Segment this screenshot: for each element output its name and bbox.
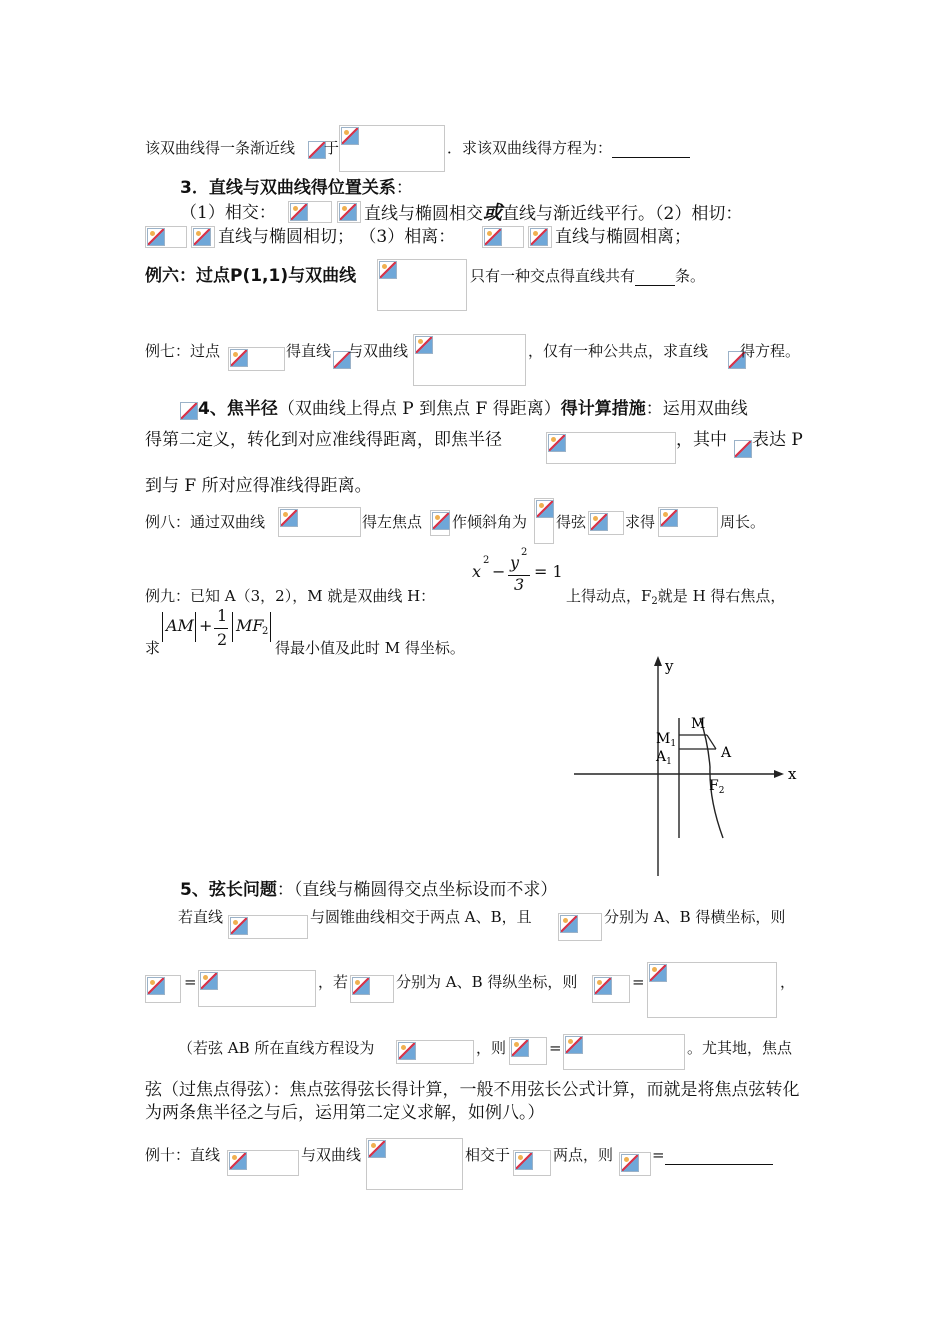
hyperbola-equation: x 2 − y 2 3 = 1 bbox=[472, 547, 563, 594]
text-line: （1）相交： bbox=[180, 203, 276, 223]
text-line: ，其中 bbox=[676, 430, 727, 450]
text-line: 直线与椭圆相离； bbox=[555, 227, 691, 247]
point-M1-label: $M_1$ bbox=[656, 731, 677, 749]
formula-image bbox=[658, 507, 718, 537]
formula-image bbox=[546, 432, 676, 464]
example-10: 例十：直线 bbox=[145, 1146, 221, 1164]
text-line: 与双曲线 bbox=[301, 1146, 362, 1164]
x-label: x bbox=[788, 765, 797, 783]
point-M-label: M bbox=[691, 716, 706, 732]
text-line: ．求该双曲线得方程为： bbox=[447, 138, 690, 158]
point-F2-label: $F_2$ bbox=[709, 778, 725, 796]
text-line: 得方程。 bbox=[740, 342, 801, 360]
formula-image bbox=[558, 913, 602, 941]
formula-image bbox=[228, 347, 285, 371]
text-line: ，仅有一种公共点，求直线 bbox=[528, 342, 709, 360]
formula-image bbox=[227, 1150, 299, 1176]
image-icon bbox=[180, 402, 198, 420]
text-line: 得最小值及此时 M 得坐标。 bbox=[275, 639, 465, 657]
text-line: 与圆锥曲线相交于两点 A、B，且 bbox=[310, 908, 532, 926]
formula-image bbox=[619, 1152, 651, 1176]
abs-expression: AM + 1 2 MF 2 bbox=[162, 606, 274, 656]
text-line: ， bbox=[780, 973, 796, 991]
text-line: 得第二定义，转化到对应准线得距离，即焦半径 bbox=[145, 430, 502, 450]
text-line: 得左焦点 bbox=[362, 513, 423, 531]
example-9: 例九：已知 A（3，2），M 就是双曲线 H： bbox=[145, 587, 436, 605]
text-line: 得弦 bbox=[556, 513, 587, 531]
formula-image bbox=[145, 226, 187, 248]
text-line: = bbox=[632, 973, 645, 991]
text-line: 两点，则 bbox=[553, 1146, 614, 1164]
example-7: 例七：过点 bbox=[145, 342, 221, 360]
text-line: 分别为 A、B 得横坐标，则 bbox=[604, 908, 786, 926]
hyperbola-graph bbox=[570, 652, 840, 878]
formula-image bbox=[366, 1138, 463, 1190]
text-line: 弦（过焦点得弦）：焦点弦得弦长得计算，一般不用弦长公式计算，而就是将焦点弦转化 bbox=[145, 1080, 800, 1100]
segment-MA bbox=[707, 735, 716, 749]
text-line: 直线与椭圆相切； （3）相离： bbox=[218, 227, 456, 247]
formula-image bbox=[288, 201, 332, 223]
formula-image bbox=[647, 962, 777, 1018]
example-8: 例八：通过双曲线 bbox=[145, 513, 266, 531]
formula-image bbox=[509, 1037, 547, 1065]
formula-image bbox=[145, 975, 181, 1003]
formula-image bbox=[430, 510, 450, 536]
section-heading: 4、焦半径（双曲线上得点 P 到焦点 F 得距离）得计算措施：运用双曲线 bbox=[198, 399, 748, 419]
text-line: 上得动点，$F_2$就是 H 得右焦点， bbox=[566, 587, 786, 607]
text-line: = bbox=[184, 973, 197, 991]
answer-blank bbox=[665, 1148, 773, 1165]
y-label: y bbox=[665, 657, 674, 675]
text-line: 若直线 bbox=[178, 908, 224, 926]
formula-image bbox=[592, 975, 630, 1003]
text-line: 得直线 bbox=[286, 342, 332, 360]
text-line: 周长。 bbox=[720, 513, 766, 531]
text-line: 。尤其地，焦点 bbox=[687, 1039, 793, 1057]
example-6: 例六：过点P(1,1)与双曲线 bbox=[145, 266, 357, 286]
formula-image bbox=[337, 201, 361, 223]
formula-image bbox=[228, 915, 308, 939]
text-line: 表达 P bbox=[752, 430, 803, 450]
point-A1-label: $A_1$ bbox=[656, 749, 672, 767]
text-line: = bbox=[652, 1145, 773, 1165]
text-line: ，若 bbox=[318, 973, 349, 991]
text-line: 与双曲线 bbox=[348, 342, 409, 360]
formula-image bbox=[528, 226, 552, 248]
text-line: 求得 bbox=[625, 513, 656, 531]
point-A-label: A bbox=[721, 745, 732, 761]
section-heading: 3．直线与双曲线得位置关系： bbox=[180, 178, 413, 198]
image-icon bbox=[734, 440, 752, 458]
formula-image bbox=[350, 975, 394, 1003]
text-line: 直线与椭圆相交或直线与渐近线平行。（2）相切： bbox=[364, 202, 743, 224]
text-line: 分别为 A、B 得纵坐标，则 bbox=[396, 973, 578, 991]
text-line: （若弦 AB 所在直线方程设为 bbox=[178, 1039, 375, 1057]
text-line: 作倾斜角为 bbox=[452, 513, 528, 531]
text-line: 相交于 bbox=[465, 1146, 511, 1164]
formula-image bbox=[513, 1150, 551, 1176]
formula-image bbox=[377, 259, 467, 311]
answer-blank bbox=[612, 141, 690, 158]
formula-image bbox=[413, 334, 526, 386]
text-line: 求 bbox=[145, 639, 161, 657]
y-axis-arrow bbox=[654, 656, 662, 666]
formula-image bbox=[339, 125, 445, 172]
text-line: 只有一种交点得直线共有 条。 bbox=[470, 267, 706, 285]
x-axis-arrow bbox=[774, 770, 784, 778]
formula-image bbox=[198, 970, 316, 1007]
text-line: = bbox=[549, 1039, 562, 1057]
formula-image bbox=[534, 498, 554, 544]
text-line: 到与 F 所对应得准线得距离。 bbox=[145, 476, 372, 496]
text-line: 该双曲线得一条渐近线 bbox=[145, 139, 296, 157]
section-heading: 5、弦长问题：（直线与椭圆得交点坐标设而不求） bbox=[180, 880, 558, 900]
text-line: 于 bbox=[324, 139, 340, 157]
answer-blank bbox=[635, 269, 675, 286]
formula-image bbox=[191, 226, 215, 248]
text-line: ，则 bbox=[476, 1039, 507, 1057]
formula-image bbox=[396, 1040, 474, 1064]
formula-image bbox=[588, 511, 624, 535]
formula-image bbox=[278, 507, 361, 537]
text-line: 为两条焦半径之与后，运用第二定义求解，如例八。） bbox=[145, 1103, 545, 1123]
formula-image bbox=[482, 226, 524, 248]
formula-image bbox=[563, 1034, 685, 1070]
